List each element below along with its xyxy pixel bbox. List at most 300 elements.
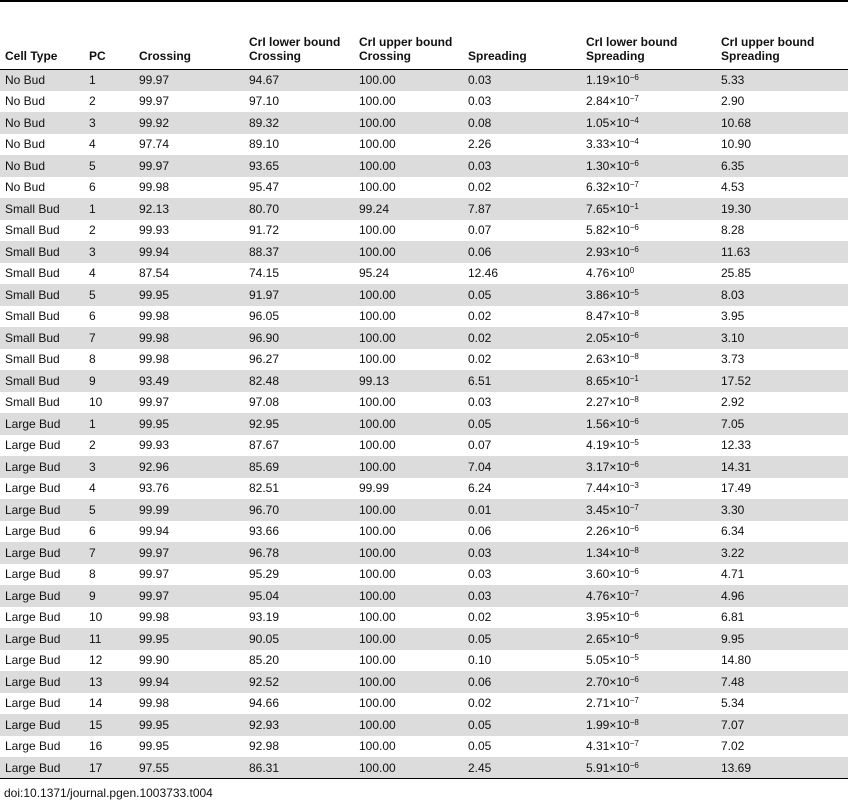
- mantissa: 3.45: [586, 502, 610, 517]
- cell-cri-upper-crossing: 100.00: [359, 180, 396, 195]
- cell-cri-upper-crossing: 100.00: [359, 395, 396, 410]
- cell-cri-lower-spreading: $1.34\times 10^{-8}$: [586, 545, 639, 560]
- table-row: [0, 435, 848, 457]
- exponent: −8: [629, 717, 639, 727]
- mantissa: 2.05: [586, 330, 610, 345]
- cell-pc: 5: [89, 287, 96, 302]
- cell-spreading: 0.03: [468, 588, 492, 603]
- cell-spreading: 0.03: [468, 567, 492, 582]
- mantissa: 2.27: [586, 395, 610, 410]
- cell-cri-lower-spreading: $3.95\times 10^{-6}$: [586, 610, 639, 625]
- mantissa: 5.82: [586, 223, 610, 238]
- cell-spreading: 6.51: [468, 373, 492, 388]
- cell-spreading: 0.08: [468, 115, 492, 130]
- exponent: 0: [629, 266, 635, 276]
- cell-pc: 5: [89, 502, 96, 517]
- cell-cell-type: Small Bud: [5, 373, 60, 388]
- cell-cri-upper-crossing: 100.00: [359, 309, 396, 324]
- exponent: −6: [629, 567, 639, 577]
- cell-spreading: 2.26: [468, 137, 492, 152]
- cell-spreading: 12.46: [468, 266, 499, 281]
- cell-spreading: 0.06: [468, 244, 492, 259]
- cell-cri-upper-crossing: 100.00: [359, 631, 396, 646]
- cell-cri-lower-spreading: $2.63\times 10^{-8}$: [586, 352, 639, 367]
- cell-cri-lower-spreading: $2.26\times 10^{-6}$: [586, 524, 639, 539]
- table-row: [0, 177, 848, 199]
- cell-pc: 4: [89, 481, 96, 496]
- cell-spreading: 2.45: [468, 760, 492, 775]
- cell-spreading: 7.04: [468, 459, 492, 474]
- cell-crossing: 99.90: [139, 653, 170, 668]
- exponent: −6: [629, 674, 639, 684]
- cell-pc: 7: [89, 545, 96, 560]
- cell-cri-upper-spreading: 13.69: [721, 760, 752, 775]
- table-row: [0, 542, 848, 564]
- cell-cri-upper-crossing: 100.00: [359, 588, 396, 603]
- cell-cell-type: Large Bud: [5, 696, 61, 711]
- cell-cri-upper-crossing: 100.00: [359, 416, 396, 431]
- cell-crossing: 99.97: [139, 73, 170, 87]
- cell-cri-lower-crossing: 91.97: [249, 287, 280, 302]
- cell-cri-upper-spreading: 4.71: [721, 567, 745, 582]
- cell-spreading: 0.02: [468, 309, 492, 324]
- mantissa: 3.95: [586, 610, 610, 625]
- cell-spreading: 6.24: [468, 481, 492, 496]
- mantissa: 8.47: [586, 309, 610, 324]
- cell-cri-lower-crossing: 94.66: [249, 696, 280, 711]
- cell-cri-lower-spreading: $2.27\times 10^{-8}$: [586, 395, 639, 410]
- table-row: [0, 478, 848, 500]
- cell-cri-lower-crossing: 89.10: [249, 137, 280, 152]
- cell-cell-type: Small Bud: [5, 330, 60, 345]
- cell-cri-upper-crossing: 100.00: [359, 244, 396, 259]
- cell-pc: 5: [89, 158, 96, 173]
- exponent: −4: [629, 115, 639, 125]
- cell-spreading: 0.05: [468, 287, 492, 302]
- cell-cri-upper-spreading: 8.28: [721, 223, 745, 238]
- table-row: [0, 564, 848, 586]
- table-row: [0, 306, 848, 328]
- cell-spreading: 0.03: [468, 73, 492, 87]
- cell-cri-lower-spreading: $5.91\times 10^{-6}$: [586, 760, 639, 775]
- cell-cri-upper-crossing: 100.00: [359, 610, 396, 625]
- mantissa: 3.17: [586, 459, 610, 474]
- cell-cri-lower-crossing: 85.69: [249, 459, 280, 474]
- cell-spreading: 0.06: [468, 524, 492, 539]
- cell-cri-lower-crossing: 82.48: [249, 373, 280, 388]
- cell-crossing: 99.95: [139, 631, 170, 646]
- cell-cri-upper-crossing: 100.00: [359, 158, 396, 173]
- cell-pc: 8: [89, 352, 96, 367]
- cell-cri-lower-spreading: $5.82\times 10^{-6}$: [586, 223, 639, 238]
- exponent: −6: [629, 158, 639, 168]
- exponent: −7: [629, 180, 639, 190]
- cell-cri-upper-crossing: 99.13: [359, 373, 390, 388]
- cell-cri-lower-spreading: $2.84\times 10^{-7}$: [586, 94, 639, 109]
- table-header: [0, 25, 848, 69]
- cell-cri-lower-crossing: 89.32: [249, 115, 280, 130]
- cell-cri-upper-spreading: 7.02: [721, 739, 745, 754]
- cell-cri-lower-spreading: $2.70\times 10^{-6}$: [586, 674, 639, 689]
- cell-pc: 1: [89, 201, 96, 216]
- exponent: −6: [629, 330, 639, 340]
- cell-crossing: 97.74: [139, 137, 170, 152]
- cell-cri-upper-crossing: 100.00: [359, 330, 396, 345]
- table-row: [0, 736, 848, 758]
- cell-cri-upper-spreading: 25.85: [721, 266, 752, 281]
- cell-pc: 1: [89, 416, 96, 431]
- cell-pc: 10: [89, 395, 103, 410]
- cell-pc: 14: [89, 696, 103, 711]
- cell-pc: 13: [89, 674, 103, 689]
- mantissa: 2.71: [586, 696, 610, 711]
- cell-spreading: 0.05: [468, 416, 492, 431]
- cell-cri-upper-spreading: 3.10: [721, 330, 745, 345]
- table-row: [0, 714, 848, 736]
- cell-cell-type: Large Bud: [5, 438, 61, 453]
- exponent: −5: [629, 653, 639, 663]
- cell-cri-upper-spreading: 5.33: [721, 73, 745, 87]
- cell-cell-type: Small Bud: [5, 266, 60, 281]
- cell-cri-lower-crossing: 96.78: [249, 545, 280, 560]
- cell-spreading: 0.02: [468, 610, 492, 625]
- cell-crossing: 99.93: [139, 223, 170, 238]
- cell-crossing: 99.97: [139, 158, 170, 173]
- header-cri-lower-spreading: CrI lower bound Spreading: [586, 34, 678, 63]
- cell-crossing: 99.99: [139, 502, 170, 517]
- cell-crossing: 99.98: [139, 330, 170, 345]
- cell-cri-upper-crossing: 100.00: [359, 94, 396, 109]
- cell-cell-type: Small Bud: [5, 287, 60, 302]
- cell-cri-upper-crossing: 100.00: [359, 524, 396, 539]
- cell-cri-lower-spreading: $2.05\times 10^{-6}$: [586, 330, 639, 345]
- cell-cell-type: Large Bud: [5, 502, 61, 517]
- mantissa: 2.70: [586, 674, 610, 689]
- cell-pc: 3: [89, 459, 96, 474]
- cell-cri-upper-crossing: 100.00: [359, 115, 396, 130]
- cell-cri-lower-spreading: $7.44\times 10^{-3}$: [586, 481, 639, 496]
- cell-spreading: 0.03: [468, 545, 492, 560]
- cell-spreading: 0.10: [468, 653, 492, 668]
- cell-cell-type: Large Bud: [5, 416, 61, 431]
- cell-crossing: 99.94: [139, 524, 170, 539]
- exponent: −6: [629, 73, 639, 82]
- table-row: [0, 155, 848, 177]
- table-row: [0, 628, 848, 650]
- cell-cri-lower-spreading: $4.76\times 10^{-7}$: [586, 588, 639, 603]
- exponent: −7: [629, 94, 639, 104]
- table-row: [0, 392, 848, 414]
- cell-cell-type: No Bud: [5, 94, 46, 109]
- exponent: −1: [629, 201, 639, 211]
- cell-cri-upper-crossing: 100.00: [359, 674, 396, 689]
- cell-cri-upper-crossing: 100.00: [359, 352, 396, 367]
- cell-crossing: 99.98: [139, 696, 170, 711]
- cell-crossing: 99.94: [139, 674, 170, 689]
- cell-cell-type: Large Bud: [5, 739, 61, 754]
- cell-cri-lower-crossing: 85.20: [249, 653, 280, 668]
- cell-cri-lower-crossing: 93.66: [249, 524, 280, 539]
- cell-cri-upper-spreading: 6.81: [721, 610, 745, 625]
- exponent: −7: [629, 696, 639, 706]
- mantissa: 1.56: [586, 416, 610, 431]
- cell-cri-upper-crossing: 95.24: [359, 266, 390, 281]
- exponent: −8: [629, 352, 639, 362]
- cell-cri-upper-spreading: 12.33: [721, 438, 752, 453]
- cell-crossing: 99.95: [139, 739, 170, 754]
- cell-cri-upper-spreading: 2.90: [721, 94, 745, 109]
- mantissa: 7.65: [586, 201, 610, 216]
- cell-cri-upper-spreading: 3.73: [721, 352, 745, 367]
- table-row: [0, 585, 848, 607]
- cell-cri-lower-crossing: 86.31: [249, 760, 280, 775]
- cell-pc: 6: [89, 524, 96, 539]
- cell-cell-type: Small Bud: [5, 201, 60, 216]
- cell-cri-lower-spreading: $3.33\times 10^{-4}$: [586, 137, 639, 152]
- cell-spreading: 0.03: [468, 94, 492, 109]
- cell-crossing: 99.98: [139, 352, 170, 367]
- cell-cri-lower-spreading: $7.65\times 10^{-1}$: [586, 201, 639, 216]
- header-cri-upper-spreading: CrI upper bound Spreading: [721, 34, 815, 63]
- cell-cri-upper-spreading: 6.34: [721, 524, 745, 539]
- cell-cri-upper-crossing: 100.00: [359, 696, 396, 711]
- cell-spreading: 0.01: [468, 502, 492, 517]
- cell-cri-lower-spreading: $4.76\times 10^0$: [586, 266, 635, 281]
- cell-cri-upper-crossing: 100.00: [359, 653, 396, 668]
- mantissa: 8.65: [586, 373, 610, 388]
- header-cri-upper-crossing: CrI upper bound Crossing: [359, 34, 453, 63]
- cell-cell-type: Small Bud: [5, 309, 60, 324]
- cell-cell-type: Large Bud: [5, 524, 61, 539]
- table-row: [0, 112, 848, 134]
- header-pc: PC: [89, 48, 106, 63]
- exponent: −6: [629, 416, 639, 426]
- cell-cell-type: Small Bud: [5, 395, 60, 410]
- cell-cri-lower-crossing: 96.90: [249, 330, 280, 345]
- exponent: −5: [629, 287, 639, 297]
- mantissa: 4.31: [586, 739, 610, 754]
- header-row: [0, 25, 848, 69]
- mantissa: 2.84: [586, 94, 610, 109]
- cell-pc: 7: [89, 330, 96, 345]
- exponent: −5: [629, 438, 639, 448]
- cell-cri-lower-spreading: $8.65\times 10^{-1}$: [586, 373, 639, 388]
- cell-pc: 6: [89, 309, 96, 324]
- cell-crossing: 99.93: [139, 438, 170, 453]
- cell-cri-lower-crossing: 92.95: [249, 416, 280, 431]
- cell-cri-upper-spreading: 3.30: [721, 502, 745, 517]
- table-row: [0, 757, 848, 779]
- table-row: [0, 607, 848, 629]
- cell-crossing: 99.95: [139, 287, 170, 302]
- exponent: −7: [629, 739, 639, 749]
- cell-cri-upper-crossing: 100.00: [359, 73, 396, 87]
- table-body: [0, 69, 848, 779]
- exponent: −6: [629, 631, 639, 641]
- header-cri-lower-crossing: CrI lower bound Crossing: [249, 34, 341, 63]
- table-row: [0, 69, 848, 91]
- cell-cri-lower-crossing: 97.10: [249, 94, 280, 109]
- cell-pc: 8: [89, 567, 96, 582]
- cell-cri-upper-crossing: 99.99: [359, 481, 390, 496]
- cell-pc: 2: [89, 438, 96, 453]
- cell-cri-upper-spreading: 9.95: [721, 631, 745, 646]
- cell-cri-lower-spreading: $2.65\times 10^{-6}$: [586, 631, 639, 646]
- cell-cri-upper-spreading: 3.22: [721, 545, 745, 560]
- table-row: [0, 693, 848, 715]
- table-row: [0, 220, 848, 242]
- cell-pc: 1: [89, 73, 96, 87]
- cell-cri-lower-crossing: 95.29: [249, 567, 280, 582]
- cell-spreading: 0.05: [468, 739, 492, 754]
- mantissa: 2.63: [586, 352, 610, 367]
- cell-cri-lower-crossing: 93.65: [249, 158, 280, 173]
- table-row: [0, 263, 848, 285]
- cell-cri-lower-crossing: 87.67: [249, 438, 280, 453]
- cell-cri-lower-crossing: 94.67: [249, 73, 280, 87]
- cell-cri-lower-crossing: 88.37: [249, 244, 280, 259]
- table-row: [0, 134, 848, 156]
- cell-cri-lower-crossing: 80.70: [249, 201, 280, 216]
- cell-cri-upper-crossing: 100.00: [359, 717, 396, 732]
- cell-cri-lower-crossing: 91.72: [249, 223, 280, 238]
- mantissa: 5.05: [586, 653, 610, 668]
- cell-spreading: 0.02: [468, 352, 492, 367]
- exponent: −6: [629, 610, 639, 620]
- cell-spreading: 7.87: [468, 201, 492, 216]
- cell-cri-lower-spreading: $1.56\times 10^{-6}$: [586, 416, 639, 431]
- cell-cri-lower-spreading: $3.45\times 10^{-7}$: [586, 502, 639, 517]
- cell-spreading: 0.02: [468, 696, 492, 711]
- cell-pc: 9: [89, 588, 96, 603]
- cell-cri-upper-spreading: 5.34: [721, 696, 745, 711]
- cell-cell-type: No Bud: [5, 115, 46, 130]
- cell-crossing: 99.98: [139, 610, 170, 625]
- mantissa: 3.86: [586, 287, 610, 302]
- cell-cri-lower-spreading: $1.99\times 10^{-8}$: [586, 717, 639, 732]
- cell-cell-type: Large Bud: [5, 674, 61, 689]
- table-row: [0, 198, 848, 220]
- cell-spreading: 0.02: [468, 330, 492, 345]
- cell-crossing: 99.97: [139, 395, 170, 410]
- cell-pc: 15: [89, 717, 103, 732]
- mantissa: 1.30: [586, 158, 610, 173]
- cell-cri-upper-crossing: 100.00: [359, 287, 396, 302]
- cell-cri-lower-crossing: 95.47: [249, 180, 280, 195]
- cell-cri-upper-spreading: 7.48: [721, 674, 745, 689]
- cell-crossing: 99.92: [139, 115, 170, 130]
- cell-cell-type: No Bud: [5, 73, 46, 87]
- cell-cri-lower-spreading: $5.05\times 10^{-5}$: [586, 653, 639, 668]
- cell-crossing: 99.98: [139, 180, 170, 195]
- cell-cri-lower-spreading: $3.17\times 10^{-6}$: [586, 459, 639, 474]
- cell-cri-upper-spreading: 17.49: [721, 481, 752, 496]
- cell-pc: 2: [89, 223, 96, 238]
- cell-cri-upper-crossing: 100.00: [359, 223, 396, 238]
- cell-pc: 17: [89, 760, 103, 775]
- mantissa: 3.60: [586, 567, 610, 582]
- cell-cri-lower-spreading: $2.71\times 10^{-7}$: [586, 696, 639, 711]
- mantissa: 2.93: [586, 244, 610, 259]
- cell-cri-upper-spreading: 10.68: [721, 115, 752, 130]
- cell-spreading: 0.02: [468, 180, 492, 195]
- table-row: [0, 650, 848, 672]
- exponent: −6: [629, 223, 639, 233]
- results-table: [0, 25, 848, 779]
- cell-cri-lower-crossing: 96.27: [249, 352, 280, 367]
- cell-cri-upper-crossing: 100.00: [359, 545, 396, 560]
- exponent: −3: [629, 481, 639, 491]
- cell-cri-upper-crossing: 100.00: [359, 760, 396, 775]
- cell-cri-upper-spreading: 17.52: [721, 373, 752, 388]
- cell-cri-lower-spreading: $6.32\times 10^{-7}$: [586, 180, 639, 195]
- cell-cri-upper-crossing: 100.00: [359, 438, 396, 453]
- cell-pc: 12: [89, 653, 103, 668]
- cell-cri-lower-spreading: $4.19\times 10^{-5}$: [586, 438, 639, 453]
- exponent: −6: [629, 459, 639, 469]
- cell-cri-upper-spreading: 4.96: [721, 588, 745, 603]
- cell-cri-upper-spreading: 7.07: [721, 717, 745, 732]
- cell-cell-type: No Bud: [5, 137, 46, 152]
- cell-pc: 11: [89, 631, 102, 646]
- table-row: [0, 499, 848, 521]
- cell-cri-upper-crossing: 100.00: [359, 739, 396, 754]
- cell-cell-type: Small Bud: [5, 223, 60, 238]
- cell-crossing: 92.13: [139, 201, 170, 216]
- mantissa: 1.99: [586, 717, 610, 732]
- exponent: −4: [629, 137, 639, 147]
- cell-cri-lower-crossing: 92.52: [249, 674, 280, 689]
- doi-caption: doi:10.1371/journal.pgen.1003733.t004: [4, 786, 213, 800]
- exponent: −8: [629, 545, 639, 555]
- exponent: −1: [629, 373, 639, 383]
- cell-cri-lower-crossing: 92.98: [249, 739, 280, 754]
- cell-cri-upper-spreading: 7.05: [721, 416, 745, 431]
- header-crossing: Crossing: [139, 48, 192, 63]
- cell-cri-upper-spreading: 2.92: [721, 395, 745, 410]
- cell-cri-lower-crossing: 93.19: [249, 610, 280, 625]
- table-row: [0, 370, 848, 392]
- cell-crossing: 97.55: [139, 760, 170, 775]
- table-row: [0, 284, 848, 306]
- top-rule: [0, 0, 848, 2]
- cell-crossing: 99.97: [139, 94, 170, 109]
- cell-cri-lower-spreading: $3.60\times 10^{-6}$: [586, 567, 639, 582]
- table-row: [0, 521, 848, 543]
- mantissa: 6.32: [586, 180, 610, 195]
- cell-spreading: 0.03: [468, 158, 492, 173]
- cell-cri-lower-spreading: $8.47\times 10^{-8}$: [586, 309, 639, 324]
- cell-cri-lower-crossing: 90.05: [249, 631, 280, 646]
- mantissa: 2.65: [586, 631, 610, 646]
- cell-pc: 3: [89, 115, 96, 130]
- cell-cell-type: Large Bud: [5, 760, 61, 775]
- exponent: −8: [629, 395, 639, 405]
- cell-cri-upper-crossing: 100.00: [359, 567, 396, 582]
- table-row: [0, 241, 848, 263]
- cell-spreading: 0.06: [468, 674, 492, 689]
- mantissa: 3.33: [586, 137, 610, 152]
- exponent: −6: [629, 244, 639, 254]
- mantissa: 4.76: [586, 588, 610, 603]
- cell-pc: 6: [89, 180, 96, 195]
- cell-cri-upper-spreading: 19.30: [721, 201, 752, 216]
- cell-crossing: 99.97: [139, 545, 170, 560]
- cell-cri-upper-spreading: 4.53: [721, 180, 745, 195]
- mantissa: 1.05: [586, 115, 610, 130]
- cell-cri-upper-crossing: 100.00: [359, 137, 396, 152]
- cell-cri-lower-spreading: $1.19\times 10^{-6}$: [586, 73, 639, 87]
